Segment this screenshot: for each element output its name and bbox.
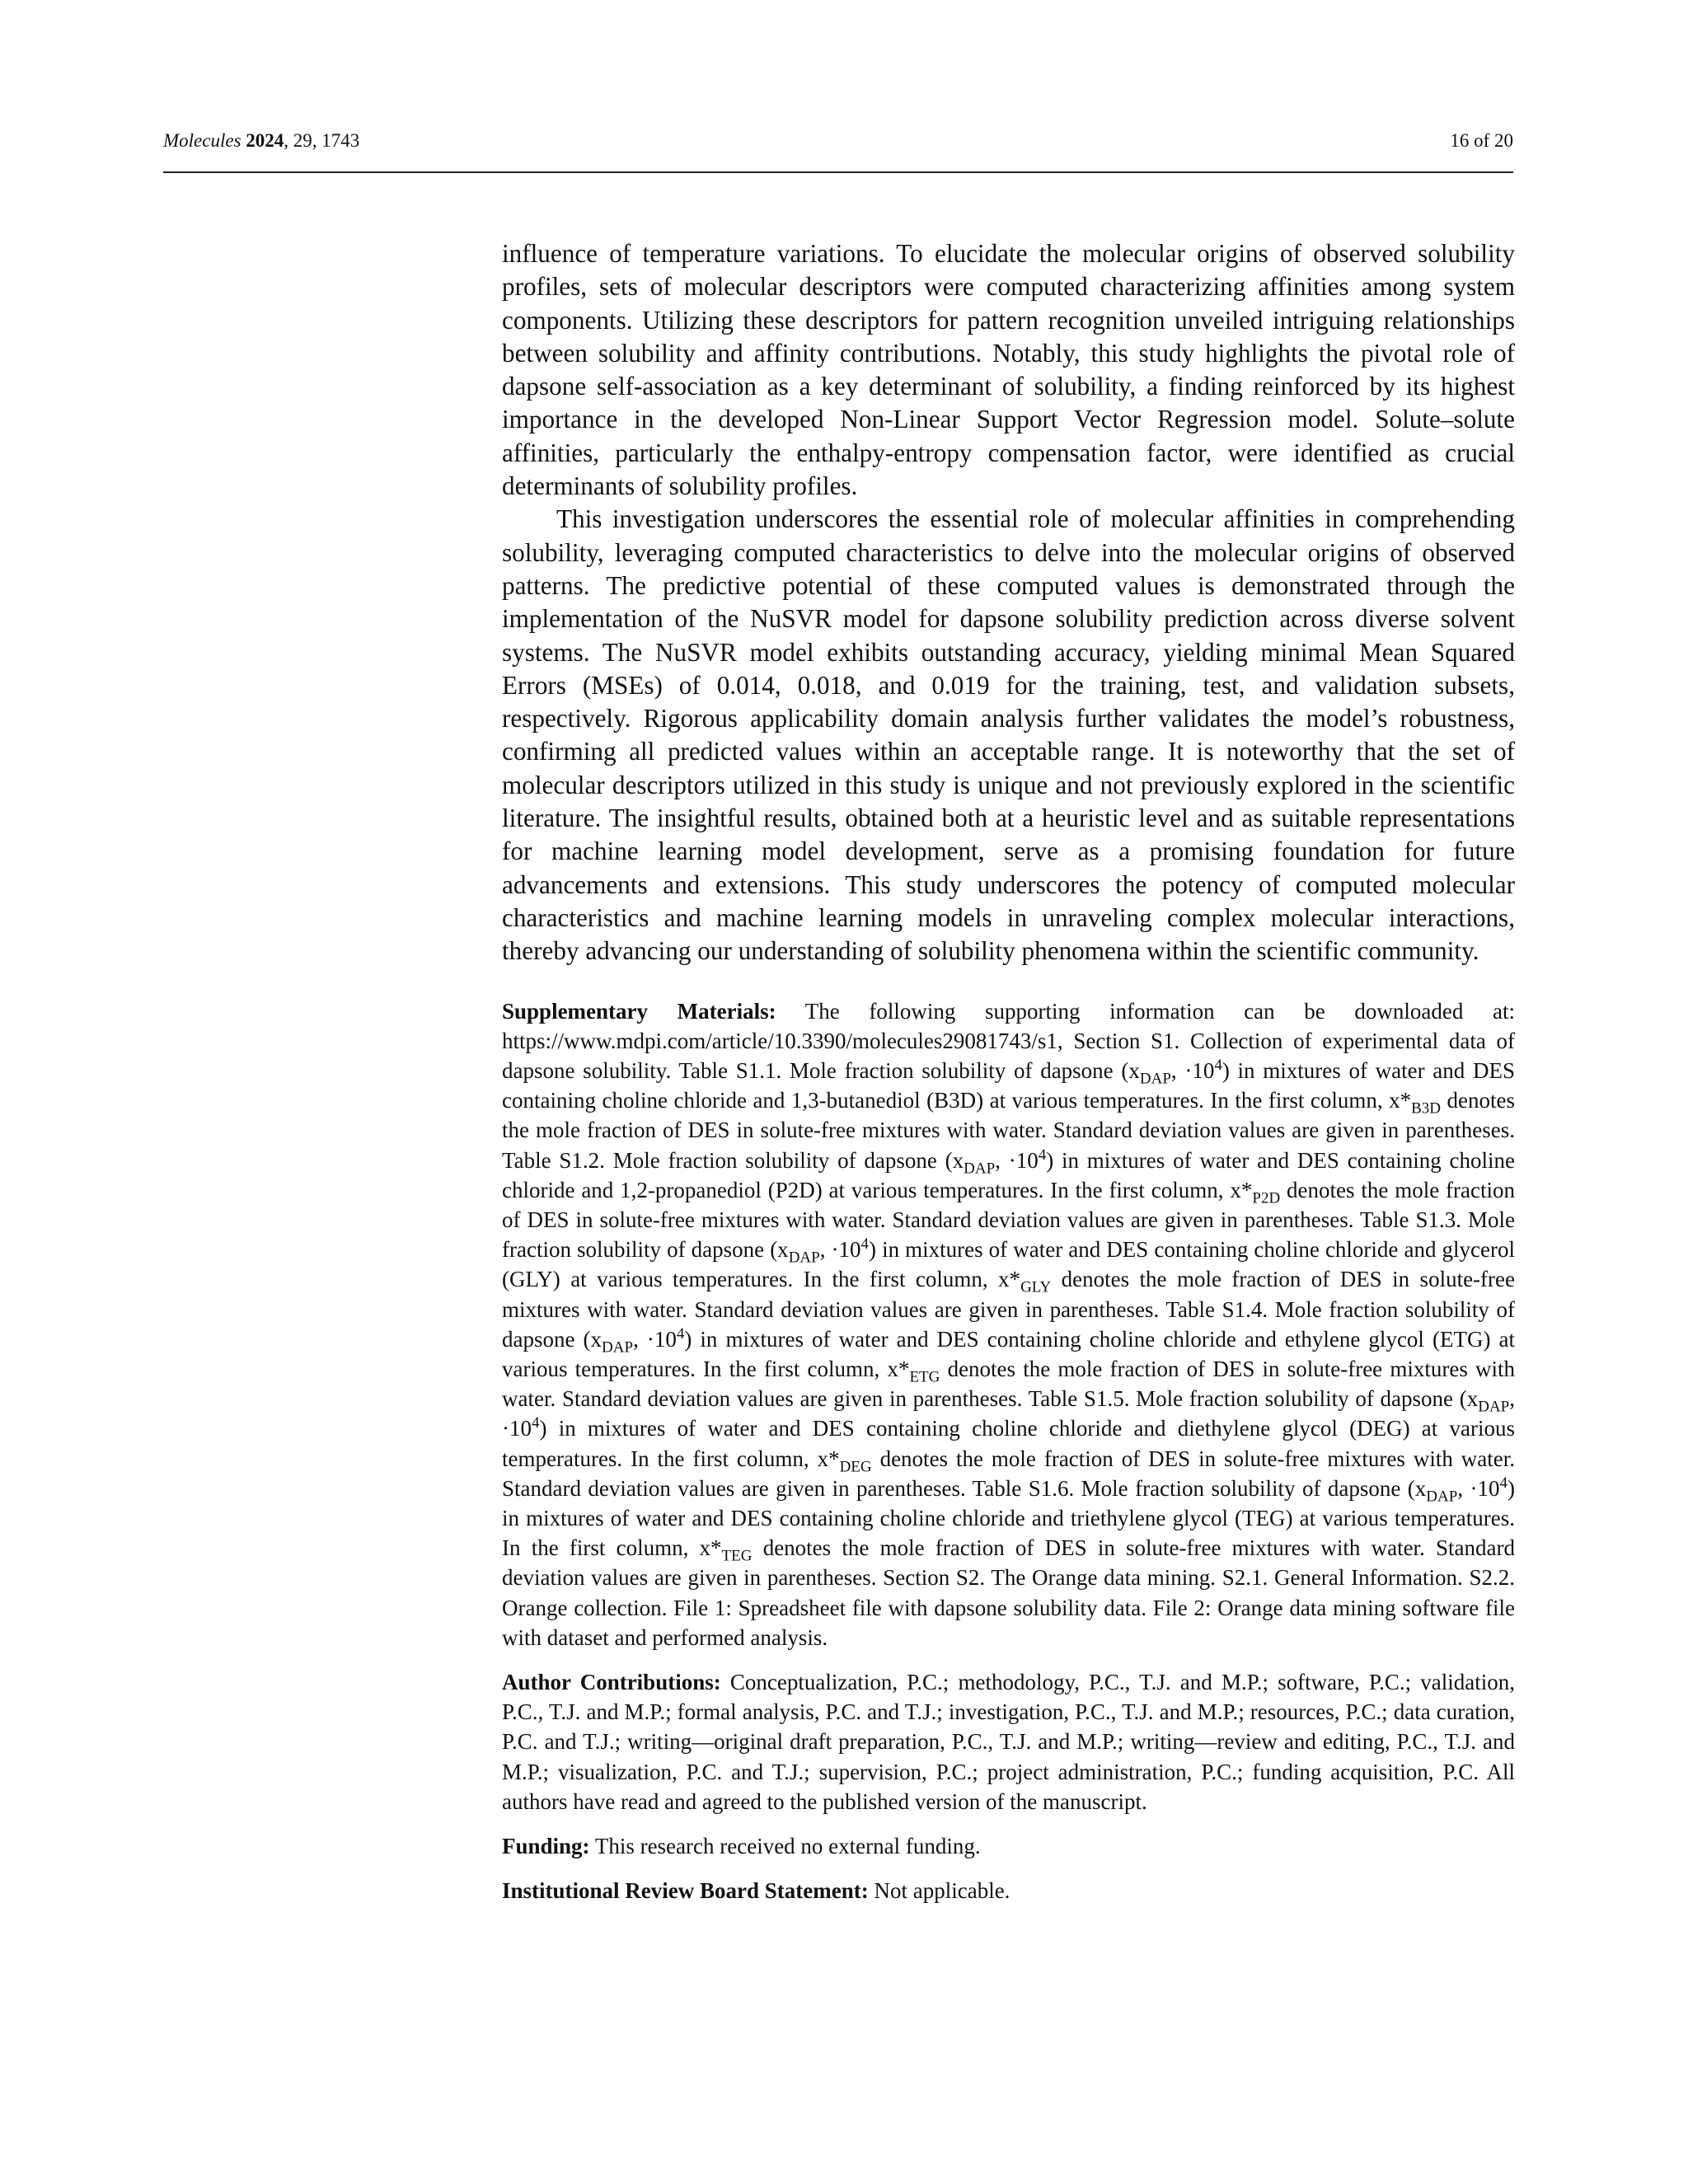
- supp-text: denotes the mole fraction of DES in solute-free mixtures with water. Standard deviation values are given in parentheses. Table S1.3. Mole fraction solubility of dapsone (x: [502, 1177, 1515, 1263]
- subscript-dap: DAP: [1139, 1070, 1171, 1088]
- subscript-teg: TEG: [721, 1547, 753, 1565]
- journal-volume-page: , 29, 1743: [284, 130, 360, 151]
- supplementary-materials: [502, 996, 1515, 1652]
- irb-text: Not applicable.: [868, 1878, 1010, 1904]
- superscript-4: 4: [1038, 1146, 1047, 1164]
- article-body: [502, 237, 1515, 1905]
- subscript-dap: DAP: [964, 1159, 996, 1177]
- subscript-gly: GLY: [1020, 1278, 1052, 1296]
- supp-text: denotes the mole fraction of DES in solute-free mixtures with water. Standard deviation values are given in parentheses. Table S1.4. Mole fraction solubility of dapsone (x: [502, 1267, 1515, 1352]
- supp-text: , ·10: [995, 1147, 1039, 1173]
- supp-text: , ·10: [819, 1237, 861, 1263]
- superscript-4: 4: [1499, 1474, 1507, 1492]
- supp-text: ) in mixtures of water and DES containing choline chloride and triethylene glycol (TEG) at various temperatures. In the first column, x*: [502, 1475, 1515, 1561]
- supp-text: ) in mixtures of water and DES containing choline chloride and ethylene glycol (ETG) at various temperatures. In the first column, x*: [502, 1326, 1516, 1381]
- superscript-4: 4: [860, 1235, 870, 1254]
- supp-text: , ·10: [502, 1386, 1515, 1441]
- funding-heading: Funding:: [502, 1834, 590, 1859]
- subscript-etg: ETG: [909, 1368, 940, 1386]
- superscript-4: 4: [1214, 1056, 1222, 1074]
- journal-citation: [163, 130, 359, 152]
- supp-text: ) in mixtures of water and DES containing choline chloride and 1,2-propanediol (P2D) at various temperatures. In the first column, x*: [502, 1147, 1515, 1202]
- author-contributions-text: Conceptualization, P.C.; methodology, P.C., T.J. and M.P.; software, P.C.; validation, P.C., T.J. and M.P.; formal analysis, P.C. and T.J.; investigation, P.C., T.J. and M.P.; resources, P.C.; data curation, P.C. and T.J.; writing—original draft preparation, P.C., T.J. and M.P.; writing—review and editing, P.C., T.J. and M.P.; visualization, P.C. and T.J.; supervision, P.C.; project administration, P.C.; funding acquisition, P.C. All authors have read and agreed to the published version of the manuscript.: [502, 1670, 1515, 1814]
- supp-text: denotes the mole fraction of DES in solute-free mixtures with water. Standard deviation values are given in parentheses. Section S2. The Orange data mining. S2.1. General Information. S2.2. Orange collection. File 1: Spreadsheet file with dapsone solubility data. File 2: Orange data mining software file with dataset and performed analysis.: [502, 1535, 1515, 1650]
- subscript-dap: DAP: [602, 1338, 634, 1357]
- subscript-dap: DAP: [788, 1249, 820, 1267]
- funding-text: This research received no external funding.: [589, 1834, 981, 1859]
- subscript-dap: DAP: [1478, 1398, 1510, 1416]
- supp-text: ) in mixtures of water and DES containing choline chloride and glycerol (GLY) at various temperatures. In the first column, x*: [502, 1237, 1515, 1292]
- supp-text: denotes the mole fraction of DES in solute-free mixtures with water. Standard deviation values are given in parentheses. Table S1.2. Mole fraction solubility of dapsone (x: [502, 1088, 1515, 1173]
- supp-text: ) in mixtures of water and DES containing choline chloride and diethylene glycol (DEG) at various temperatures. In the first column, x*: [502, 1416, 1515, 1471]
- supp-text: The following supporting information can be downloaded at: https://www.mdpi.com/article/10.3390/molecules29081743/s1, Section S1. Collection of experimental data of dapsone solubility. Table S1.1. Mole fraction solubility of dapsone (x: [502, 998, 1515, 1083]
- body-paragraph-1: influence of temperature variations. To elucidate the molecular origins of observed solubility profiles, sets of molecular descriptors were computed characterizing affinities among system components. Utilizing these descriptors for pattern recognition unveiled intriguing relationships between solubility and affinity contributions. Notably, this study highlights the pivotal role of dapsone self-association as a key determinant of solubility, a finding reinforced by its highest importance in the developed Non-Linear Support Vector Regression model. Solute–solute affinities, particularly the enthalpy-entropy compensation factor, were identified as crucial determinants of solubility profiles.: [502, 239, 1515, 501]
- superscript-4: 4: [676, 1324, 685, 1343]
- supp-text: , ·10: [633, 1326, 677, 1352]
- supp-text: denotes the mole fraction of DES in solute-free mixtures with water. Standard deviation values are given in parentheses. Table S1.5. Mole fraction solubility of dapsone (x: [502, 1356, 1516, 1412]
- header-divider: [163, 171, 1513, 173]
- supp-text: ) in mixtures of water and DES containing choline chloride and 1,3-butanediol (B3D) at various temperatures. In the first column, x*: [502, 1057, 1516, 1113]
- funding-statement: [502, 1831, 1515, 1861]
- journal-name: Molecules: [163, 130, 241, 151]
- page-number: 16 of 20: [1450, 130, 1513, 151]
- body-paragraph-2: This investigation underscores the essential role of molecular affinities in comprehending solubility, leveraging computed characteristics to delve into the molecular origins of observed patterns. The predictive potential of these computed values is demonstrated through the implementation of the NuSVR model for dapsone solubility prediction across diverse solvent systems. The NuSVR model exhibits outstanding accuracy, yielding minimal Mean Squared Errors (MSEs) of 0.014, 0.018, and 0.019 for the training, test, and validation subsets, respectively. Rigorous applicability domain analysis further validates the model’s robustness, confirming all predicted values within an acceptable range. It is noteworthy that the set of molecular descriptors utilized in this study is unique and not previously explored in the scientific literature. The insightful results, obtained both at a heuristic level and as suitable representations for machine learning model development, serve as a promising foundation for future advancements and extensions. This study underscores the potency of computed molecular characteristics and machine learning models in unraveling complex molecular interactions, thereby advancing our understanding of solubility phenomena within the scientific community.: [502, 504, 1515, 966]
- supplementary-heading: Supplementary Materials:: [502, 998, 776, 1024]
- author-contributions-heading: Author Contributions:: [502, 1670, 721, 1694]
- subscript-b3d: B3D: [1411, 1099, 1441, 1118]
- supp-text: denotes the mole fraction of DES in solute-free mixtures with water. Standard deviation values are given in parentheses. Table S1.6. Mole fraction solubility of dapsone (x: [502, 1446, 1515, 1501]
- author-contributions: [502, 1667, 1515, 1816]
- irb-statement: [502, 1876, 1515, 1905]
- subscript-deg: DEG: [839, 1457, 872, 1475]
- running-header: [163, 130, 1513, 171]
- irb-heading: Institutional Review Board Statement:: [502, 1878, 869, 1904]
- supp-text: , ·10: [1457, 1475, 1500, 1501]
- subscript-p2d: P2D: [1252, 1189, 1281, 1207]
- superscript-4: 4: [532, 1414, 540, 1432]
- subscript-dap: DAP: [1426, 1488, 1458, 1506]
- journal-year: 2024: [246, 130, 284, 151]
- supp-text: , ·10: [1170, 1057, 1215, 1083]
